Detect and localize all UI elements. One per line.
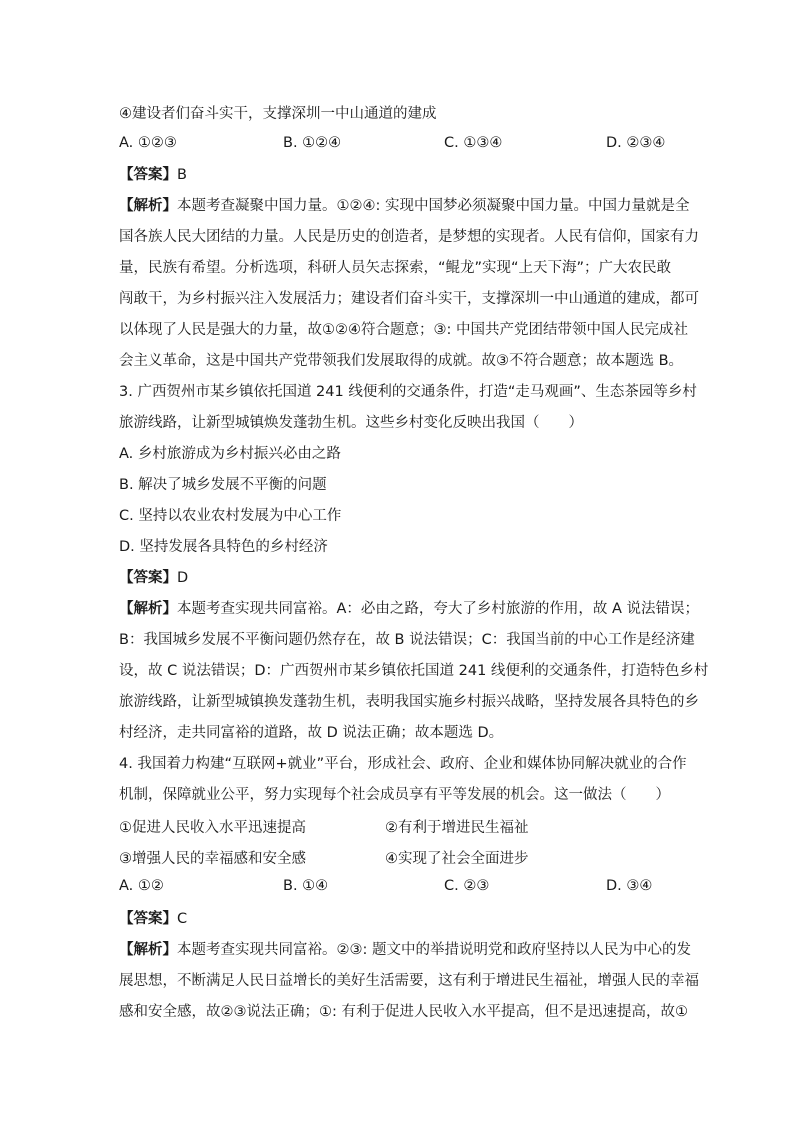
stem-line: 机制，保障就业公平，努力实现每个社会成员享有平等发展的机会。这一做法（ ） (119, 787, 670, 803)
q2-answer (119, 165, 679, 185)
q2-options (119, 135, 679, 155)
analysis-line: 【解析】本题考查实现共同富裕。②③: 题文中的举措说明党和政府坚持以人民为中心的发 (119, 942, 691, 958)
q4-option-b: B. ①④ (283, 878, 329, 894)
answer-value: B (177, 167, 187, 183)
q4-statement-1: ①促进人民收入水平迅速提高 (119, 820, 306, 836)
stem-line: 旅游线路，让新型城镇焕发蓬勃生机。这些乡村变化反映出我国（ ） (119, 415, 583, 431)
q4-option-d: D. ③④ (606, 878, 653, 894)
q3-analysis (119, 599, 709, 754)
answer-label: 【答案】 (119, 911, 177, 927)
q4-statement-2: ②有利于增进民生福祉 (385, 820, 529, 836)
analysis-line: 感和安全感，故②③说法正确；①: 有利于促进人民收入水平提高，但不是迅速提高，故① (119, 1004, 688, 1020)
stem-line: 3. 广西贺州市某乡镇依托国道 241 线便利的交通条件，打造“走马观画”、生态茶园等乡村 (119, 384, 697, 400)
q2-option-d: D. ②③④ (606, 135, 666, 151)
analysis-label: 【解析】 (119, 942, 177, 958)
q4-statements-row-1 (119, 816, 679, 836)
q4-stem (119, 754, 687, 816)
analysis-line: 国各族人民大团结的力量。人民是历史的创造者，是梦想的实现者。人民有信仰，国家有力 (119, 229, 699, 245)
analysis-line: B：我国城乡发展不平衡问题仍然存在，故 B 说法错误；C：我国当前的中心工作是经济建 (119, 632, 695, 648)
q4-options (119, 878, 679, 898)
analysis-line: 以体现了人民是强大的力量，故①②④符合题意；③: 中国共产党团结带领中国人民完成社 (119, 322, 688, 338)
analysis-line: 【解析】本题考查凝聚中国力量。①②④: 实现中国梦必须凝聚中国力量。中国力量就是全 (119, 198, 690, 214)
q2-option-c: C. ①③④ (444, 135, 503, 151)
analysis-line: 设，故 C 说法错误；D：广西贺州市某乡镇依托国道 241 线便利的交通条件，打造特色乡村 (119, 663, 709, 679)
q4-statements-row-2 (119, 847, 679, 867)
analysis-label: 【解析】 (119, 601, 177, 617)
q4-option-c: C. ②③ (444, 878, 490, 894)
q2-option-a: A. ①②③ (119, 135, 177, 151)
stem-line: 4. 我国着力构建“互联网+就业”平台，形成社会、政府、企业和媒体协同解决就业的合作 (119, 756, 687, 772)
analysis-line: 村经济，走共同富裕的道路，故 D 说法正确；故本题选 D。 (119, 725, 504, 741)
analysis-line: 会主义革命，这是中国共产党带领我们发展取得的成就。故③不符合题意；故本题选 B。 (119, 353, 684, 369)
q3-option-c: C. 坚持以农业农村发展为中心工作 (119, 508, 342, 524)
analysis-line: 旅游线路，让新型城镇换发蓬勃生机，表明我国实施乡村振兴战略，坚持发展各具特色的乡 (119, 694, 699, 710)
q4-answer (119, 909, 679, 929)
q4-statement-3: ③增强人民的幸福感和安全感 (119, 851, 306, 867)
q2-option-b: B. ①②④ (283, 135, 342, 151)
analysis-line: 【解析】本题考查实现共同富裕。A：必由之路，夸大了乡村旅游的作用，故 A 说法错误； (119, 601, 700, 617)
q4-analysis (119, 940, 699, 1033)
analysis-line: 展思想，不断满足人民日益增长的美好生活需要，这有利于增进民生福祉，增强人民的幸福 (119, 973, 699, 989)
q3-answer (119, 568, 679, 588)
q3-stem (119, 382, 697, 444)
analysis-line: 量，民族有希望。分析选项，科研人员矢志探索，“鲲龙”实现“上天下海”；广大农民敢 (119, 260, 672, 276)
q4-option-a: A. ①② (119, 878, 164, 894)
q2-statement-4: ④建设者们奋斗实干，支撑深圳一中山通道的建成 (119, 106, 437, 122)
answer-value: C (177, 911, 188, 927)
q3-option-a: A. 乡村旅游成为乡村振兴必由之路 (119, 446, 341, 462)
answer-label: 【答案】 (119, 570, 177, 586)
q4-statement-4: ④实现了社会全面进步 (385, 851, 529, 867)
analysis-line: 闯敢干，为乡村振兴注入发展活力；建设者们奋斗实干，支撑深圳一中山通道的建成，都可 (119, 291, 699, 307)
answer-value: D (177, 570, 189, 586)
q3-option-b: B. 解决了城乡发展不平衡的问题 (119, 477, 327, 493)
q2-analysis (119, 196, 699, 382)
answer-label: 【答案】 (119, 167, 177, 183)
q3-option-d: D. 坚持发展各具特色的乡村经济 (119, 539, 328, 555)
analysis-label: 【解析】 (119, 198, 177, 214)
